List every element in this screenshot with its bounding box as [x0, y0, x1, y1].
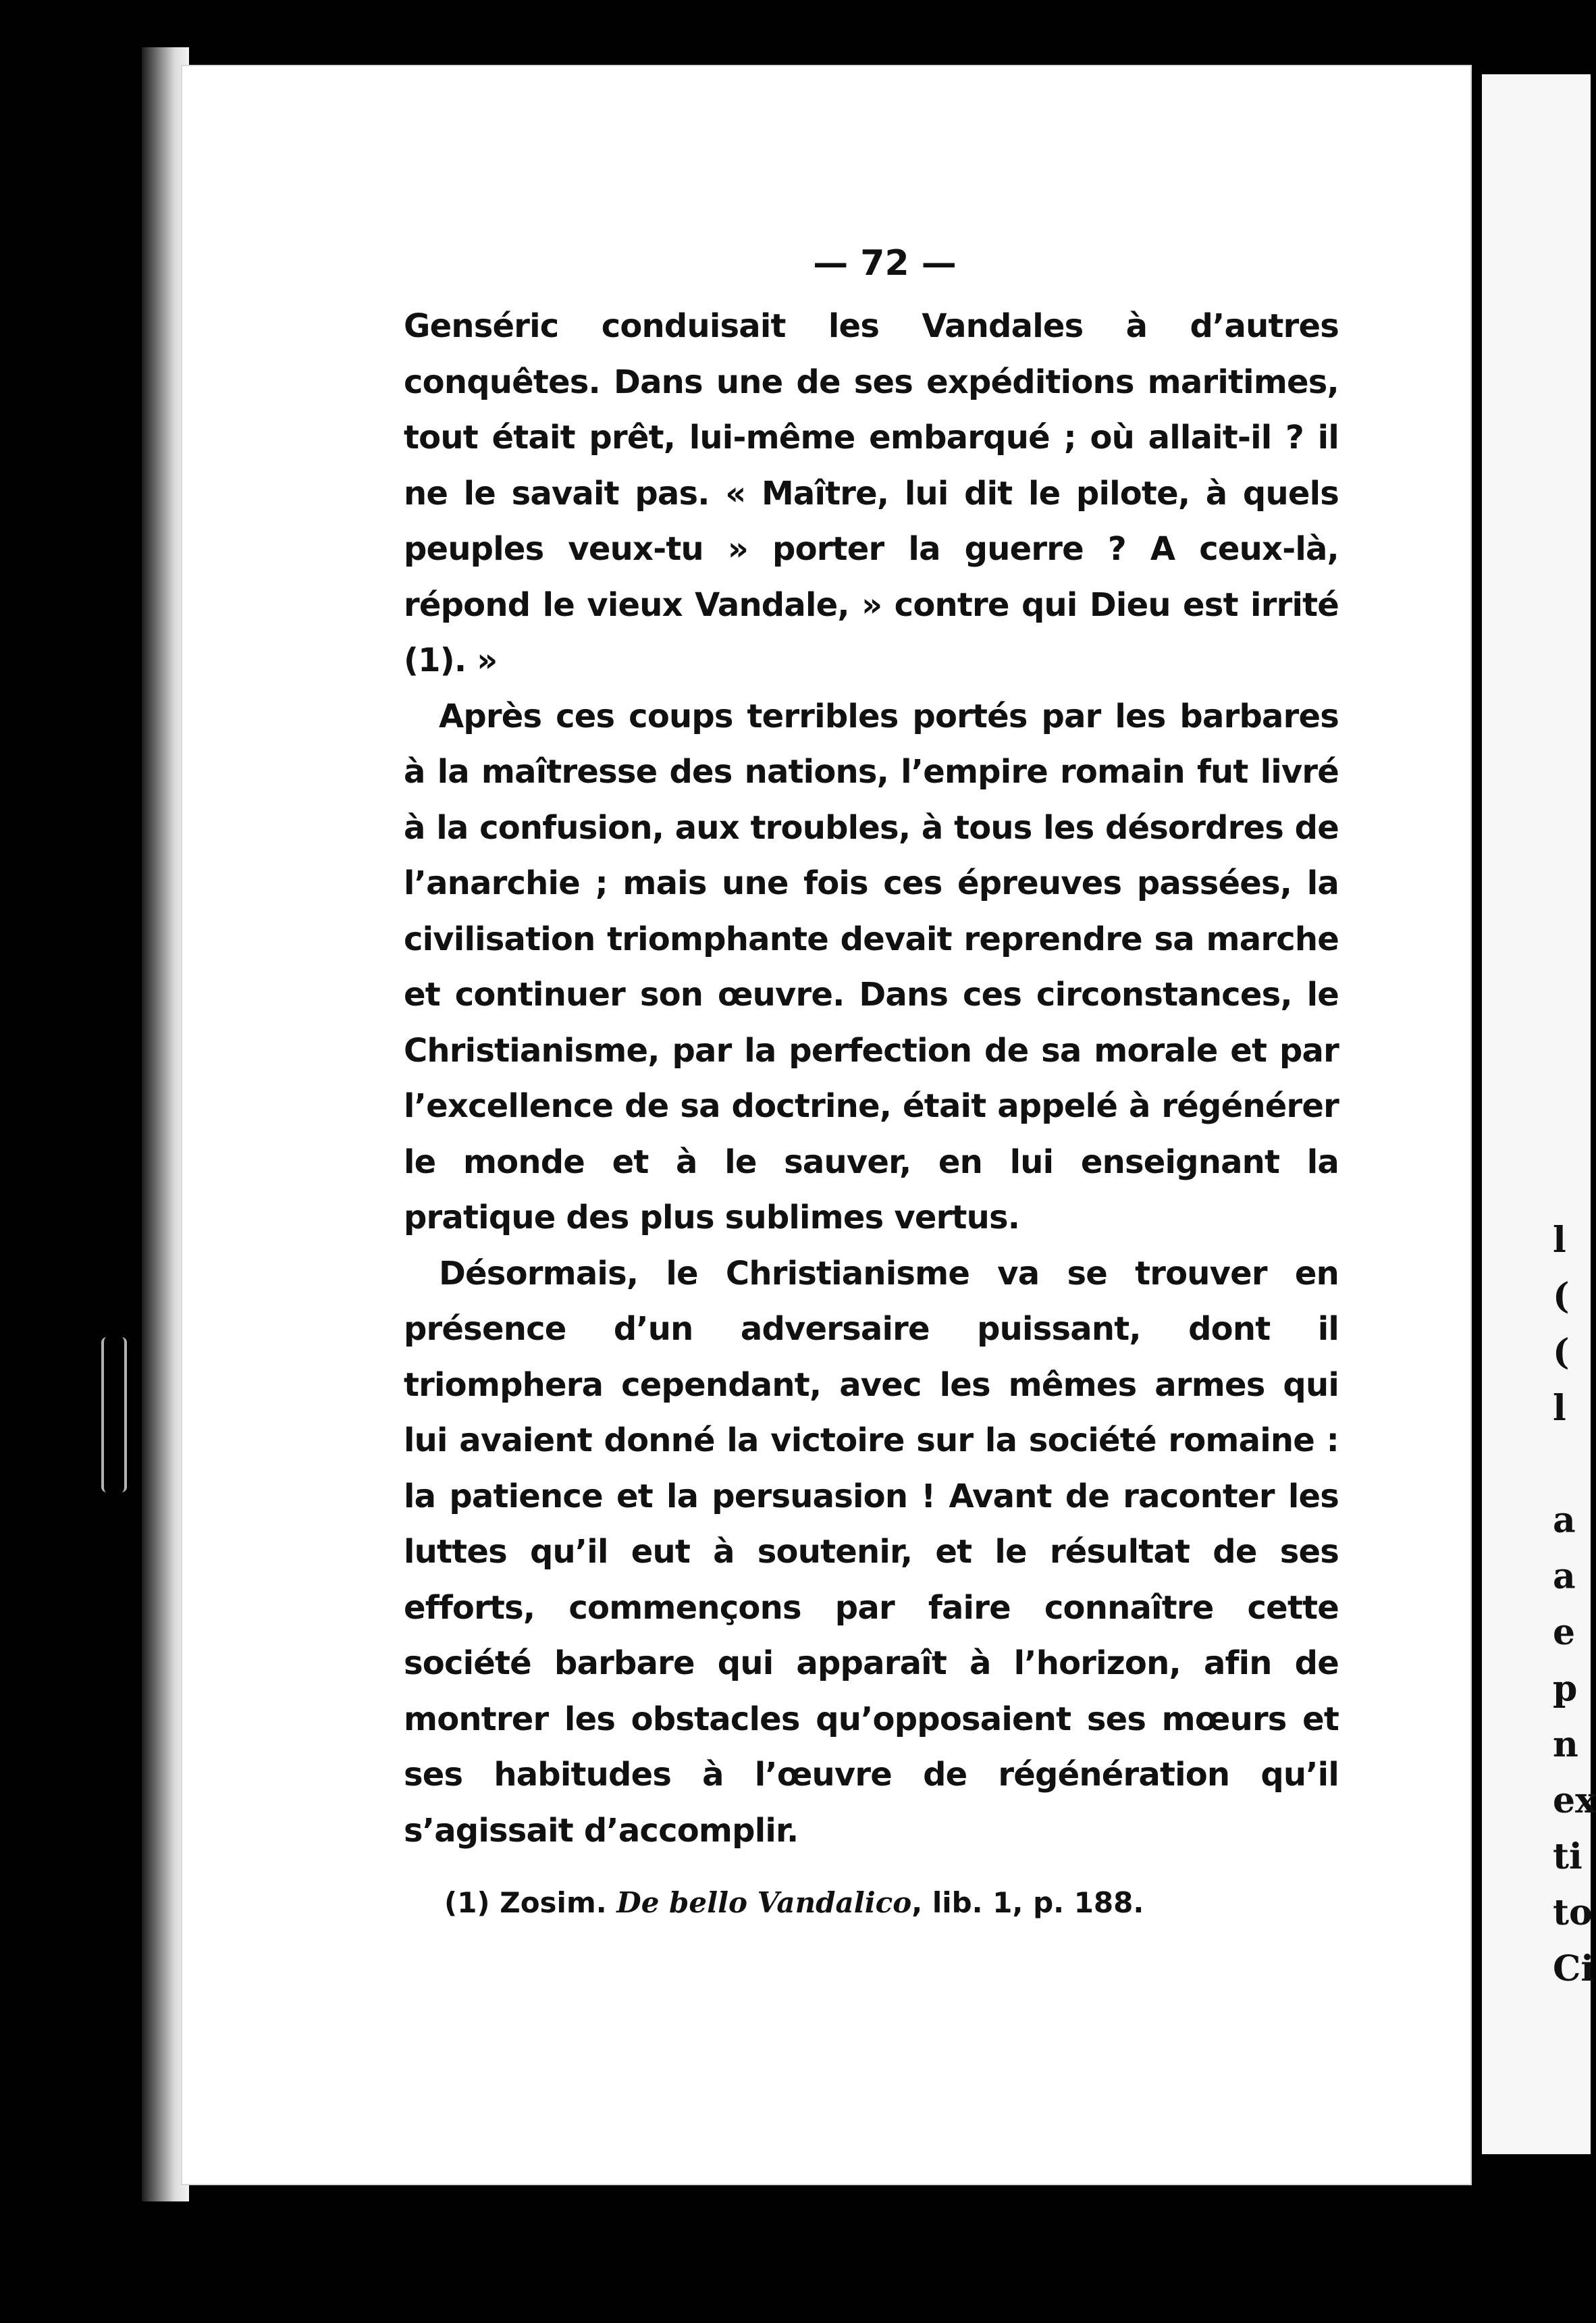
footnote-prefix: (1) Zosim. [444, 1886, 617, 1919]
page-number: — 72 — [813, 243, 957, 284]
page-content [404, 243, 1339, 1923]
paragraph-3: Désormais, le Christianisme va se trouver en présence d’un adversaire puissant, dont il triomphera cependant, avec les mêmes armes qui lui avaient donné la victoire sur la société romaine : la patience et la persuasion ! Avant de raconter les luttes qu’il eut à soutenir, et le résultat de ses efforts, commençons par faire connaître cette société barbare qui apparaît à l’horizon, afin de montrer les obstacles qu’opposaient ses mœurs et ses habitudes à l’œuvre de régénération qu’il s’agissait d’accomplir. [404, 1254, 1339, 1850]
paragraph-1: Genséric conduisait les Vandales à d’autres conquêtes. Dans une de ses expéditions maritimes, tout était prêt, lui-même embarqué ; où allait-il ? il ne le savait pas. « Maître, lui dit le pilote, à quels peuples veux-tu » porter la guerre ? A ceux-là, répond le vieux Vandale, » contre qui Dieu est irrité (1). » [404, 307, 1339, 679]
next-page-text-fragment: l ( ( l a a e p n ex ti to Ci [1553, 1220, 1596, 1989]
paragraph-2: Après ces coups terribles portés par les barbares à la maîtresse des nations, l’empire romain fut livré à la confusion, aux troubles, à tous les désordres de l’anarchie ; mais une fois ces épreuves passées, la civilisation triomphante devait reprendre sa marche et continuer son œuvre. Dans ces circonstances, le Christianisme, par la perfection de sa morale et par l’excellence de sa doctrine, était appelé à régénérer le monde et à le sauver, en lui enseignant la pratique des plus sublimes vertus. [404, 697, 1339, 1236]
footnote-suffix: , lib. 1, p. 188. [911, 1886, 1144, 1919]
footnote-title: De bello Vandalico [616, 1886, 912, 1919]
binding-mark [101, 1337, 127, 1492]
footnote [404, 1883, 1339, 1923]
